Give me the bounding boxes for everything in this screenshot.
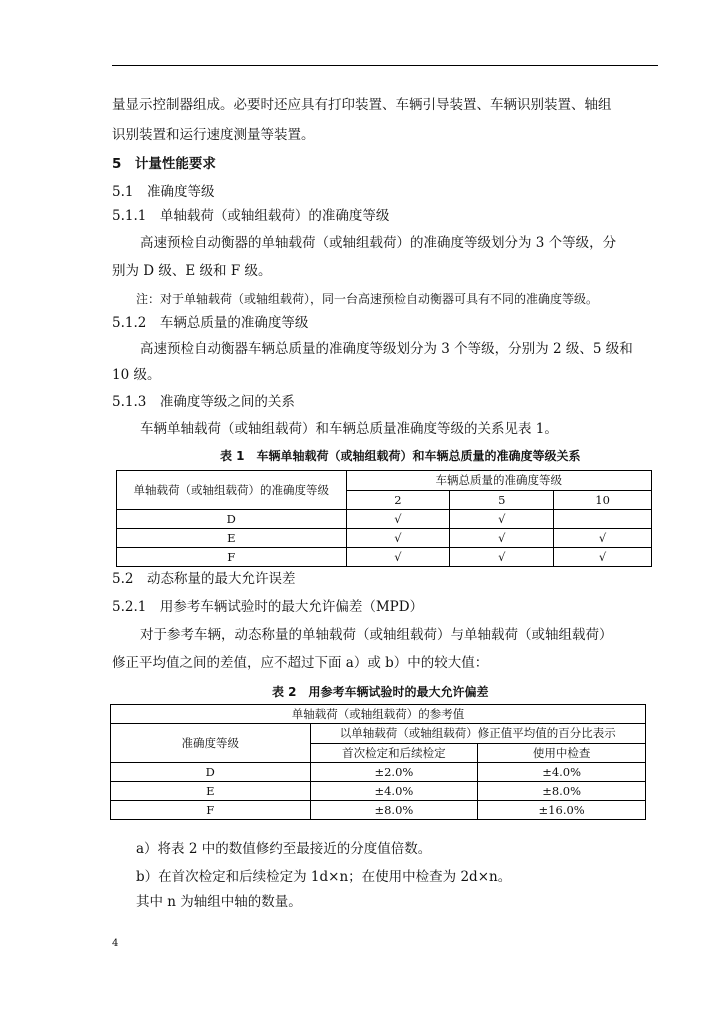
table1-cell: √ bbox=[346, 529, 450, 548]
table1-col-header: 10 bbox=[554, 490, 652, 510]
table-row bbox=[117, 510, 652, 529]
section-heading: 5.1.1 单轴载荷（或轴组载荷）的准确度等级 bbox=[112, 208, 390, 224]
paragraph-line: 高速预检自动衡器车辆总质量的准确度等级划分为 3 个等级，分别为 2 级、5 级和 bbox=[140, 341, 633, 357]
paragraph-line: 高速预检自动衡器的单轴载荷（或轴组载荷）的准确度等级划分为 3 个等级，分 bbox=[140, 235, 617, 251]
table2-sub-header: 以单轴载荷（或轴组载荷）修正值平均值的百分比表示 bbox=[310, 724, 645, 744]
table2-cell: ±8.0% bbox=[478, 782, 646, 801]
paragraph-line: 10 级。 bbox=[112, 367, 161, 383]
table1-cell: √ bbox=[554, 548, 652, 567]
paragraph-line: 对于参考车辆，动态称量的单轴载荷（或轴组载荷）与单轴载荷（或轴组载荷） bbox=[140, 627, 613, 643]
table1-row-header: 单轴载荷（或轴组载荷）的准确度等级 bbox=[117, 471, 347, 510]
table1-grade: F bbox=[117, 548, 347, 567]
table-row bbox=[111, 763, 646, 782]
table2 bbox=[110, 704, 646, 820]
paragraph-line: 其中 n 为轴组中轴的数量。 bbox=[136, 894, 302, 910]
table1-cell: √ bbox=[346, 548, 450, 567]
section-heading: 5.2.1 用参考车辆试验时的最大允许偏差（MPD） bbox=[112, 599, 424, 615]
list-item: a）将表 2 中的数值修约至最接近的分度值倍数。 bbox=[136, 841, 432, 857]
table-row bbox=[111, 782, 646, 801]
paragraph-line: 车辆单轴载荷（或轴组载荷）和车辆总质量准确度等级的关系见表 1。 bbox=[140, 421, 558, 437]
paragraph-line: 修正平均值之间的差值，应不超过下面 a）或 b）中的较大值： bbox=[112, 655, 489, 671]
table2-col-header: 首次检定和后续检定 bbox=[310, 743, 478, 763]
table2-grade: D bbox=[111, 763, 311, 782]
section-heading: 5.1.2 车辆总质量的准确度等级 bbox=[112, 315, 309, 331]
paragraph-line: 别为 D 级、E 级和 F 级。 bbox=[112, 263, 272, 279]
table1 bbox=[116, 470, 652, 567]
table2-cell: ±4.0% bbox=[478, 763, 646, 782]
table1-cell: √ bbox=[554, 529, 652, 548]
table1-cell: √ bbox=[346, 510, 450, 529]
table2-grade: F bbox=[111, 801, 311, 820]
table1-grade: D bbox=[117, 510, 347, 529]
table2-cell: ±2.0% bbox=[310, 763, 478, 782]
table-row bbox=[117, 548, 652, 567]
table1-cell bbox=[554, 510, 652, 529]
table1-col-header: 2 bbox=[346, 490, 450, 510]
table2-cell: ±8.0% bbox=[310, 801, 478, 820]
table2-cell: ±4.0% bbox=[310, 782, 478, 801]
table-row bbox=[111, 801, 646, 820]
paragraph-line: 量显示控制器组成。必要时还应具有打印装置、车辆引导装置、车辆识别装置、轴组 bbox=[112, 97, 612, 113]
table1-caption: 表 1 车辆单轴载荷（或轴组载荷）和车辆总质量的准确度等级关系 bbox=[220, 449, 581, 463]
table1-grade: E bbox=[117, 529, 347, 548]
section-heading: 5.2 动态称量的最大允许误差 bbox=[112, 571, 296, 587]
table1-cell: √ bbox=[450, 529, 554, 548]
table2-caption: 表 2 用参考车辆试验时的最大允许偏差 bbox=[272, 685, 489, 699]
header-rule bbox=[112, 65, 658, 66]
table2-top-header: 单轴载荷（或轴组载荷）的参考值 bbox=[111, 705, 646, 724]
section-heading: 5.1.3 准确度等级之间的关系 bbox=[112, 394, 295, 410]
note-text: 注：对于单轴载荷（或轴组载荷），同一台高速预检自动衡器可具有不同的准确度等级。 bbox=[136, 292, 599, 306]
table1-col-header: 5 bbox=[450, 490, 554, 510]
section-heading: 5.1 准确度等级 bbox=[112, 184, 215, 200]
table1-group-header: 车辆总质量的准确度等级 bbox=[346, 471, 651, 491]
table1-cell: √ bbox=[450, 510, 554, 529]
table2-grade: E bbox=[111, 782, 311, 801]
table-row bbox=[117, 529, 652, 548]
page-number: 4 bbox=[112, 938, 119, 949]
table2-cell: ±16.0% bbox=[478, 801, 646, 820]
paragraph-line: 识别装置和运行速度测量等装置。 bbox=[112, 127, 315, 143]
table2-col-header: 使用中检查 bbox=[478, 743, 646, 763]
list-item: b）在首次检定和后续检定为 1d×n；在使用中检查为 2d×n。 bbox=[136, 869, 512, 885]
table2-row-header: 准确度等级 bbox=[111, 724, 311, 763]
section-heading: 5 计量性能要求 bbox=[112, 156, 216, 172]
table1-cell: √ bbox=[450, 548, 554, 567]
